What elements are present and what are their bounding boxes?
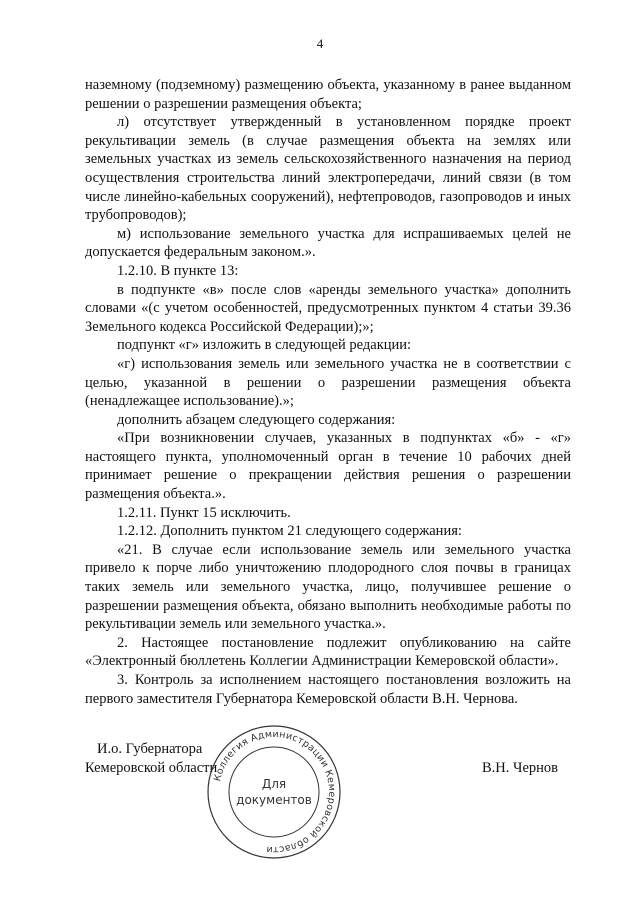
paragraph: «21. В случае если использование земель или земельного участка привело к порче либо уничтожению плодородного слоя почвы в границах таких земель или земельного участка, лицо, получившее решение о разрешении размещения объекта, обязано выполнить необходимые работы по рекультивации земель или земельного участка.». xyxy=(85,541,571,633)
stamp-center-line2: документов xyxy=(236,793,312,807)
paragraph: 1.2.12. Дополнить пунктом 21 следующего содержания: xyxy=(117,523,462,540)
paragraph: 1.2.10. В пункте 13: xyxy=(117,262,239,279)
paragraph: подпункт «г» изложить в следующей редакции: xyxy=(117,337,412,354)
paragraph: м) использование земельного участка для испрашиваемых целей не допускается федеральным законом.». xyxy=(85,225,571,261)
stamp-center-line1: Для xyxy=(261,777,287,791)
paragraph: 2. Настоящее постановление подлежит опубликованию на сайте «Электронный бюллетень Коллегии Администрации Кемеровской области». xyxy=(85,634,571,670)
stamp-ring-text: Коллегия Администрации Кемеровской области xyxy=(212,728,338,856)
signatory-title-line2: Кемеровской области xyxy=(85,760,218,776)
paragraph: 1.2.11. Пункт 15 исключить. xyxy=(117,504,291,521)
signatory-title-line1: И.о. Губернатора xyxy=(97,741,203,757)
signatory-title xyxy=(85,740,217,778)
paragraph: в подпункте «в» после слов «аренды земельного участка» дополнить словами «(с учетом особенностей, предусмотренных пунктом 4 статьи 39.36 Земельного кодекса Российской Федерации);»; xyxy=(85,281,571,335)
paragraph: 3. Контроль за исполнением настоящего постановления возложить на первого заместителя Губернатора Кемеровской области В.Н. Чернова. xyxy=(85,672,571,707)
paragraph: «При возникновении случаев, указанных в подпунктах «б» - «г» настоящего пункта, уполномоченный орган в течение 10 рабочих дней принимает решение о прекращении действия решения о разрешении размещения объекта.». xyxy=(85,430,571,503)
paragraph: дополнить абзацем следующего содержания: xyxy=(117,411,396,428)
svg-text:Коллегия Администрации Кемеров xyxy=(212,729,337,855)
paragraph: наземному (подземному) размещению объекта, указанному в ранее выданном решении о разрешении размещения объекта; xyxy=(85,77,571,112)
signatory-name: В.Н. Чернов xyxy=(482,760,558,776)
official-stamp xyxy=(204,722,344,862)
paragraph: л) отсутствует утвержденный в установленном порядке проект рекультивации земель (в случае размещения объекта на землях или земельных участках из земель сельскохозяйственного назначения на период осуществления строительства линий электропередачи, линий связи (в том числе линейно-кабельных сооружений), нефтепроводов, газопроводов и иных трубопроводов); xyxy=(85,114,571,224)
paragraph: «г) использования земель или земельного участка не в соответствии с целью, указанной в решении о разрешении размещения объекта (ненадлежащее использование).»; xyxy=(85,355,571,410)
page-number: 4 xyxy=(316,36,324,51)
document-body xyxy=(85,76,571,708)
